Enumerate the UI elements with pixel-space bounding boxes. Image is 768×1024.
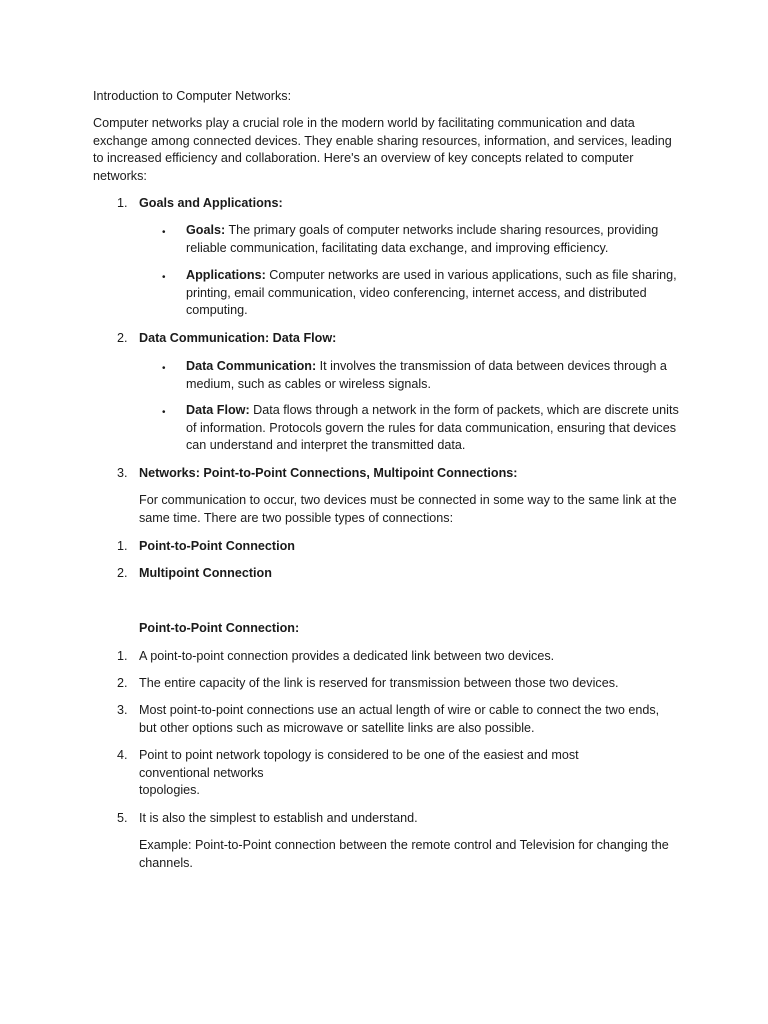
bullet-icon: • xyxy=(162,227,166,238)
list-item-label: Point-to-Point Connection xyxy=(139,539,295,553)
bullet-label: Data Flow: xyxy=(186,403,250,417)
section-number: 3. xyxy=(117,466,128,480)
list-item-line: Point to point network topology is considered to be one of the easiest and most xyxy=(139,748,579,762)
list-item-line: topologies. xyxy=(139,783,200,797)
list-item: Most point-to-point connections use an actual length of wire or cable to connect the two ends, but other options such as microwave or satellite links are also possible. xyxy=(139,703,660,735)
list-number: 4. xyxy=(117,748,128,762)
bullet-icon: • xyxy=(162,272,166,283)
document-title: Introduction to Computer Networks: xyxy=(93,89,292,103)
section-number: 2. xyxy=(117,331,128,345)
list-item: A point-to-point connection provides a dedicated link between two devices. xyxy=(139,649,555,663)
bullet-icon: • xyxy=(162,363,166,374)
bullet-label: Data Communication: xyxy=(186,359,317,373)
section-heading-text: Goals and Applications: xyxy=(139,196,283,210)
list-item-line: conventional networks xyxy=(139,765,264,780)
bullet-icon: • xyxy=(162,407,166,418)
section-heading-text: Data Communication: Data Flow: xyxy=(139,331,337,345)
example-paragraph: Example: Point-to-Point connection between the remote control and Television for changing the channels. xyxy=(139,838,669,870)
bullet-text: The primary goals of computer networks include sharing resources, providing reliable communication, facilitating data exchange, and improving efficiency. xyxy=(186,223,659,255)
list-item xyxy=(139,565,684,583)
section-heading xyxy=(139,195,684,213)
list-item-label: Multipoint Connection xyxy=(139,566,272,580)
bullet-item xyxy=(186,222,681,257)
bullet-text: Computer networks are used in various applications, such as file sharing, printing, email communication, video conferencing, internet access, and distributed computing. xyxy=(186,268,677,317)
bullet-text: It involves the transmission of data between devices through a medium, such as cables or wireless signals. xyxy=(186,359,667,391)
list-number: 1. xyxy=(117,539,128,553)
bullet-text: Data flows through a network in the form of packets, which are discrete units of information. Protocols govern the rules for data communication, ensuring that devices can understand and interpret the transmitted data. xyxy=(186,403,679,452)
subsection-heading xyxy=(139,620,684,638)
list-item: The entire capacity of the link is reserved for transmission between those two devices. xyxy=(139,676,619,690)
bullet-label: Goals: xyxy=(186,223,226,237)
list-item xyxy=(139,538,684,556)
list-number: 2. xyxy=(117,676,128,690)
section-heading xyxy=(139,330,684,348)
list-item xyxy=(139,747,684,800)
list-number: 1. xyxy=(117,649,128,663)
section-number: 1. xyxy=(117,196,128,210)
list-item: It is also the simplest to establish and understand. xyxy=(139,811,418,825)
intro-paragraph: Computer networks play a crucial role in the modern world by facilitating communication and data exchange among connected devices. They enable sharing resources, information, and services, leading to increased efficiency and collaboration. Here's an overview of key concepts related to computer networks: xyxy=(93,116,672,183)
bullet-item xyxy=(186,267,681,320)
section-paragraph: For communication to occur, two devices must be connected in some way to the same link at the same time. There are two possible types of connections: xyxy=(139,493,677,525)
section-heading xyxy=(139,465,684,483)
bullet-label: Applications: xyxy=(186,268,266,282)
subsection-heading-text: Point-to-Point Connection: xyxy=(139,621,300,635)
list-number: 2. xyxy=(117,566,128,580)
section-heading-text: Networks: Point-to-Point Connections, Multipoint Connections: xyxy=(139,466,518,480)
list-number: 5. xyxy=(117,811,128,825)
list-number: 3. xyxy=(117,703,128,717)
bullet-item xyxy=(186,358,681,393)
bullet-item xyxy=(186,402,681,455)
